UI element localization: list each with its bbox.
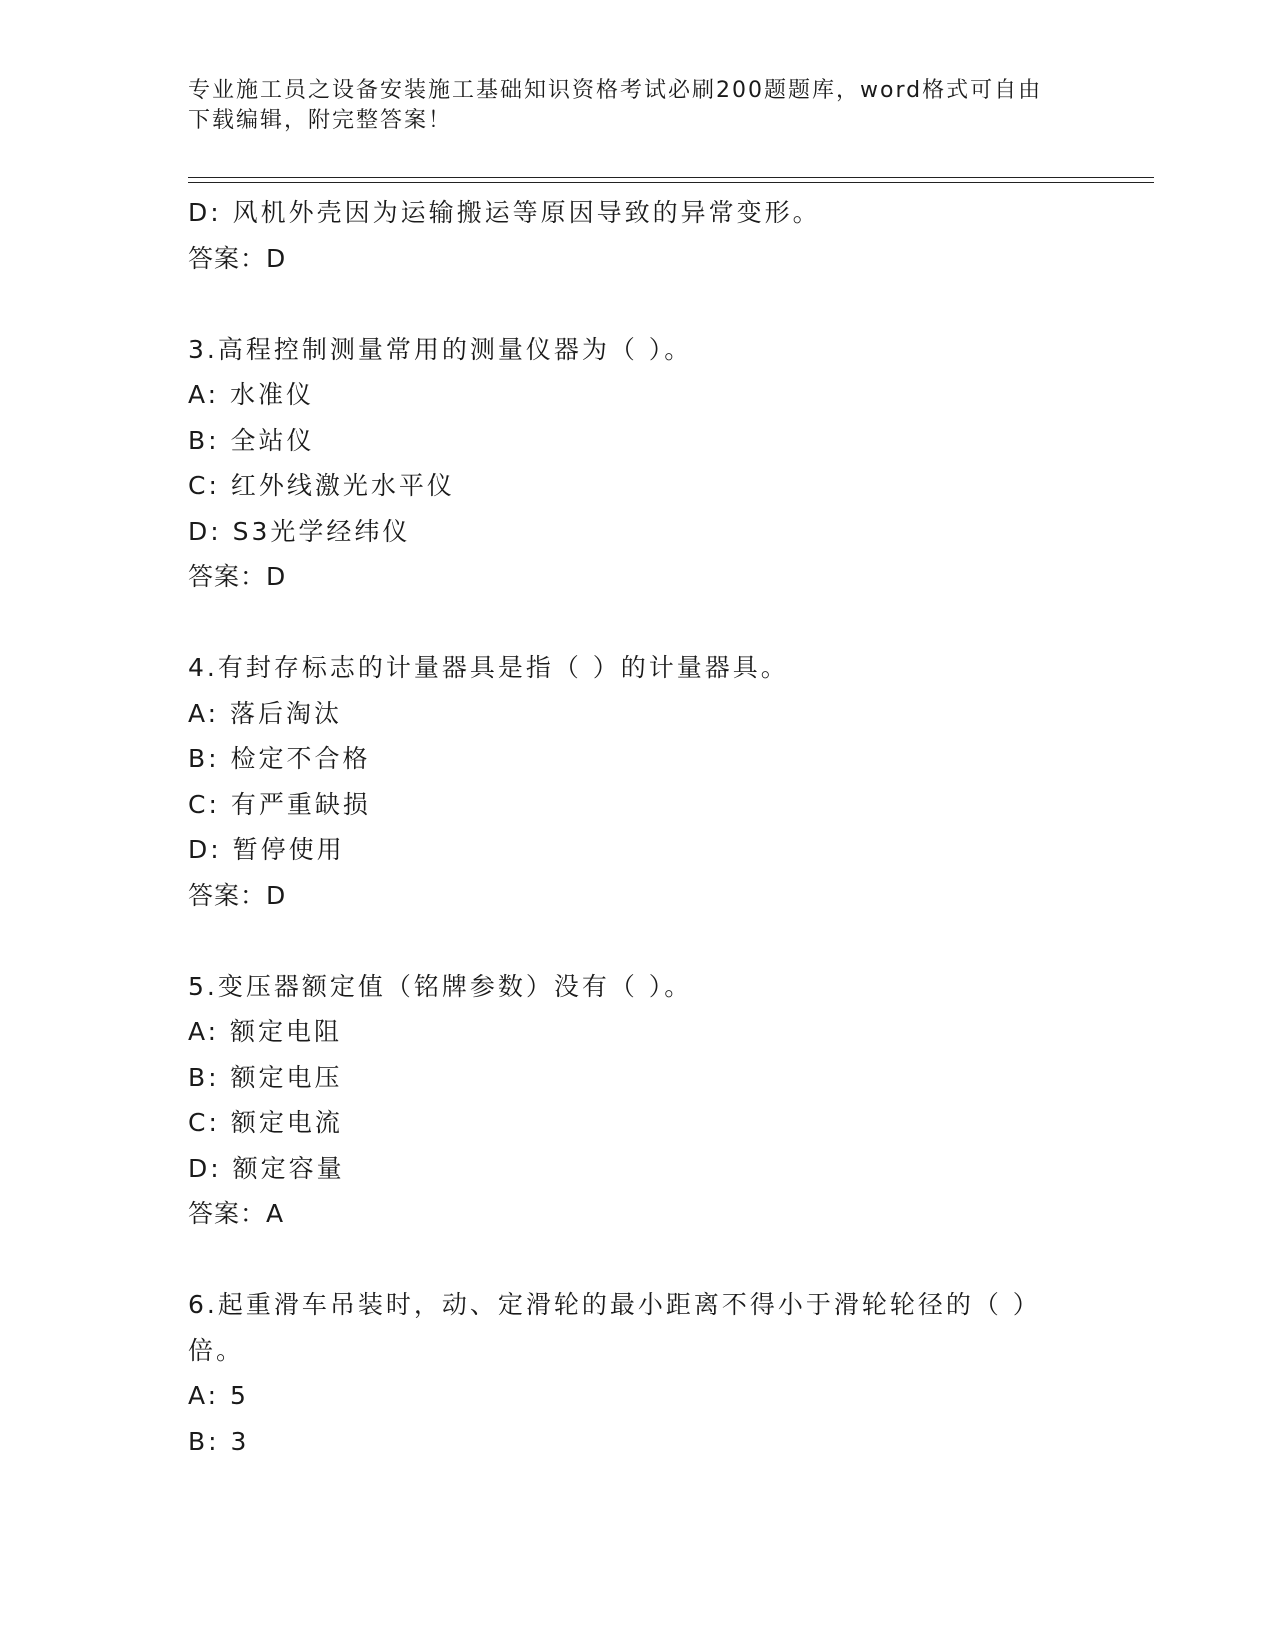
option-c: C: 额定电流 [188,1108,343,1137]
option-a: A: 额定电阻 [188,1017,343,1046]
answer-line: 答案：D [188,243,287,273]
spacer [188,1237,1088,1283]
option-c: C: 红外线激光水平仪 [188,471,455,500]
answer-line: 答案：D [188,880,287,910]
header-divider-top [188,177,1154,178]
answer-line: 答案：D [188,562,287,591]
option-a: A: 落后淘汰 [188,698,343,728]
question-block-3 [188,327,1088,600]
question-list [188,190,1088,1464]
question-title-line-2: 倍。 [188,1335,245,1365]
spacer [188,281,1088,327]
question-title: 5.变压器额定值（铭牌参数）没有（ ）。 [188,971,693,1001]
question-block-2 [188,190,1088,281]
spacer [188,600,1088,646]
document-header [188,76,1068,136]
question-block-5 [188,964,1088,1237]
option-c: C: 有严重缺损 [188,789,371,819]
question-title-line-1: 6.起重滑车吊装时，动、定滑轮的最小距离不得小于滑轮轮径的（ ） [188,1290,1041,1319]
header-text-line-1: 专业施工员之设备安装施工基础知识资格考试必刷200题题库，word格式可自由 [188,78,1043,103]
question-title: 4.有封存标志的计量器具是指（ ）的计量器具。 [188,653,789,682]
option-a: A: 5 [188,1381,249,1410]
option-b: B: 3 [188,1426,250,1456]
option-d: D: 风机外壳因为运输搬运等原因导致的异常变形。 [188,198,821,227]
option-b: B: 检定不合格 [188,744,371,773]
option-d: D: 额定容量 [188,1153,345,1183]
option-d: D: 暂停使用 [188,835,345,864]
header-divider-bottom [188,182,1154,183]
answer-line: 答案：A [188,1199,285,1228]
question-title: 3.高程控制测量常用的测量仪器为（ ）。 [188,334,693,364]
option-a: A: 水准仪 [188,380,315,409]
option-d: D: S3光学经纬仪 [188,516,411,546]
option-b: B: 额定电压 [188,1062,343,1092]
question-block-6 [188,1282,1088,1464]
option-b: B: 全站仪 [188,425,315,455]
question-block-4 [188,645,1088,918]
spacer [188,918,1088,964]
header-text-line-2: 下载编辑，附完整答案！ [188,108,453,133]
